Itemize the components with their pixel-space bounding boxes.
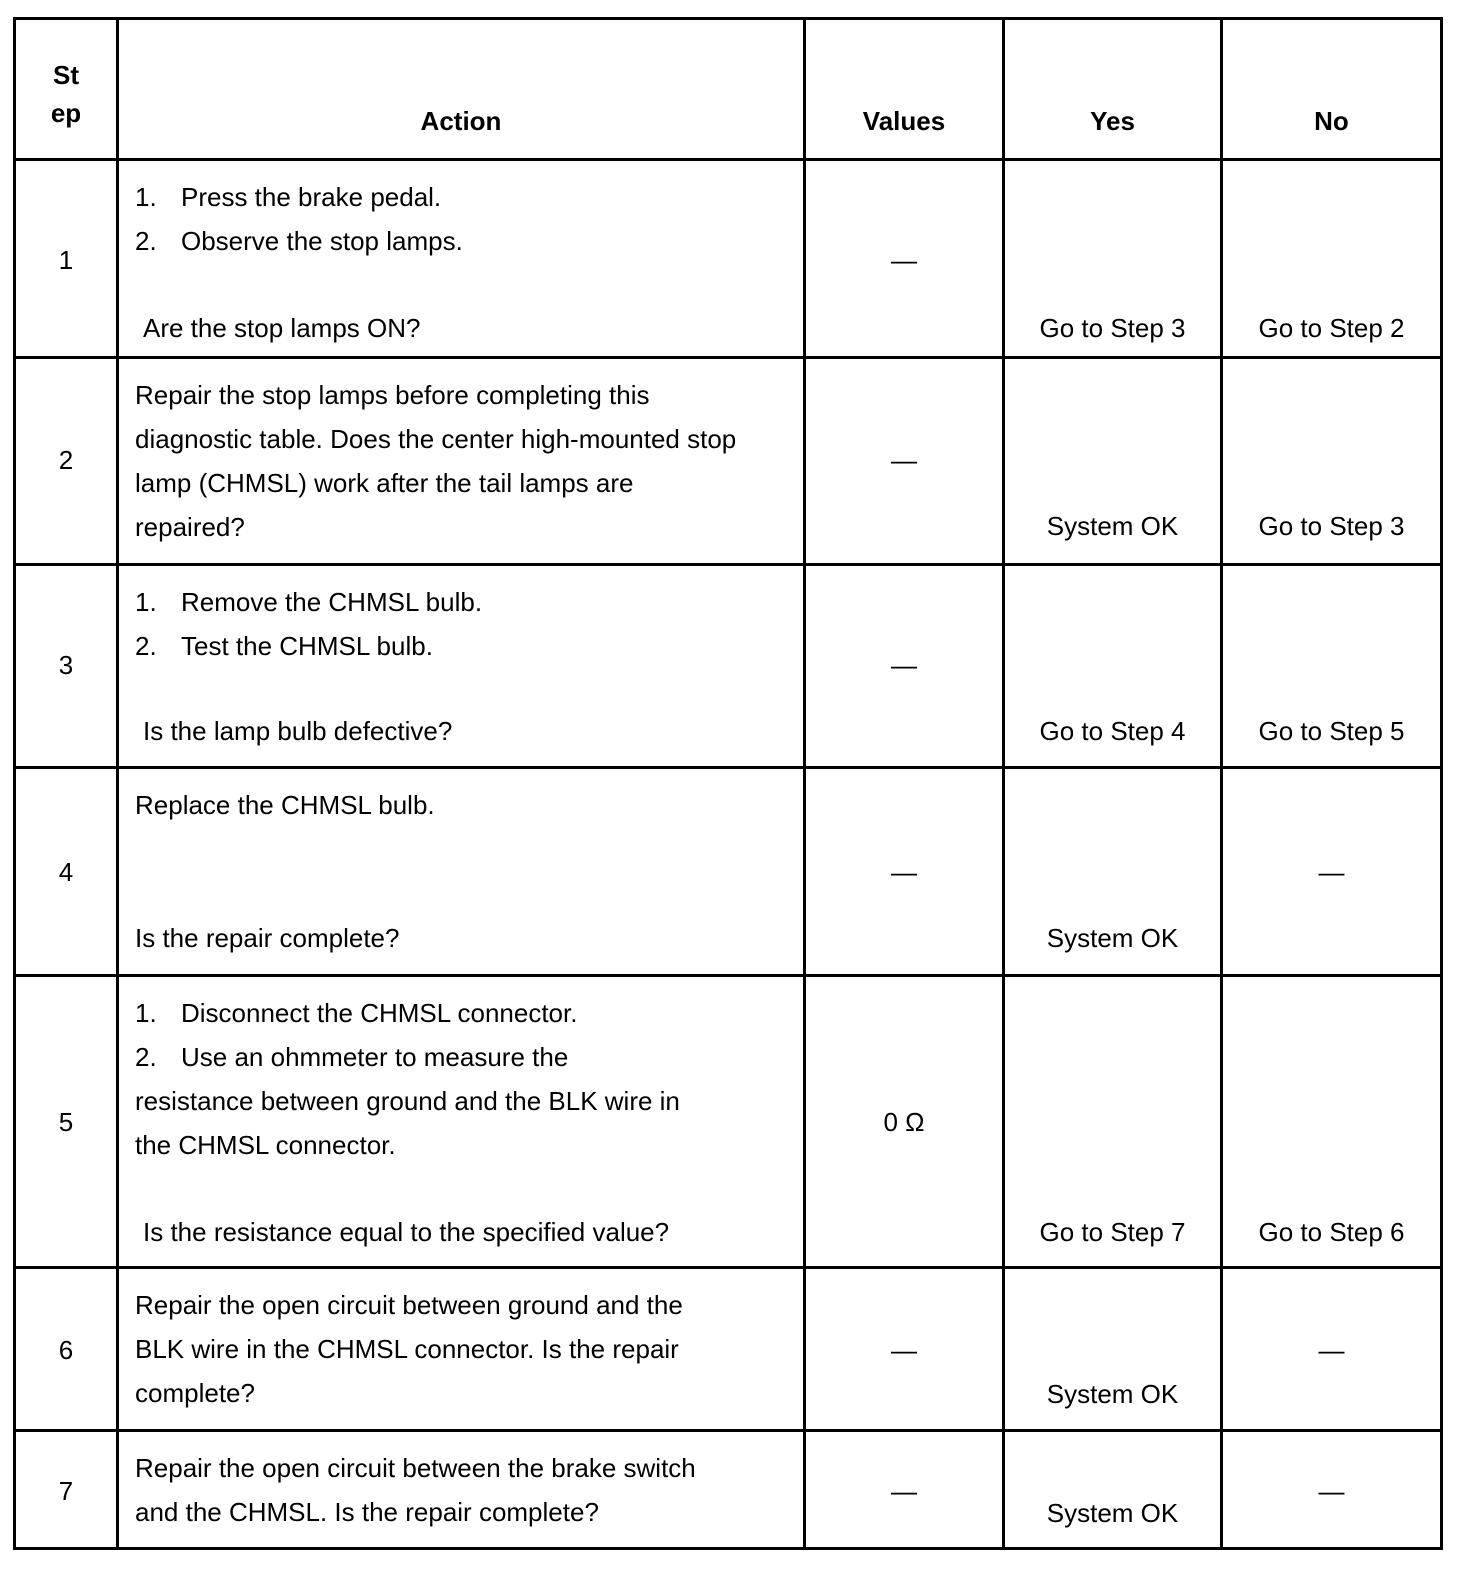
values-cell: — <box>805 160 1004 358</box>
list-item: 2. Use an ohmmeter to measure the <box>135 1042 569 1072</box>
step-cell: 7 <box>15 1431 118 1549</box>
no-cell: Go to Step 3 <box>1222 358 1442 565</box>
step-cell: 2 <box>15 358 118 565</box>
list-item: 2. Observe the stop lamps. <box>135 226 463 256</box>
yes-cell: Go to Step 3 <box>1004 160 1222 358</box>
no-cell: Go to Step 5 <box>1222 565 1442 768</box>
list-item: 1. Press the brake pedal. <box>135 182 442 212</box>
list-item: 2. Test the CHMSL bulb. <box>135 631 433 661</box>
header-values: Values <box>805 19 1004 160</box>
table-row <box>15 1431 1442 1549</box>
step-cell: 4 <box>15 768 118 976</box>
yes-cell: System OK <box>1004 1268 1222 1431</box>
values-cell: — <box>805 565 1004 768</box>
action-text: Repair the open circuit between ground and the BLK wire in the CHMSL connector. Is the repair complete? <box>135 1290 683 1408</box>
values-cell: 0 Ω <box>805 976 1004 1268</box>
table-row <box>15 1268 1442 1431</box>
header-step: St ep <box>15 19 118 160</box>
values-cell: — <box>805 1268 1004 1431</box>
header-yes: Yes <box>1004 19 1222 160</box>
table-row <box>15 976 1442 1268</box>
action-text: Repair the stop lamps before completing this diagnostic table. Does the center high-mounted stop lamp (CHMSL) work after the tail lamps are repaired? <box>135 380 737 542</box>
continuation-text: resistance between ground and the BLK wire in the CHMSL connector. <box>135 1086 680 1160</box>
action-cell <box>118 160 805 358</box>
table-row <box>15 160 1442 358</box>
list-item: 1. Remove the CHMSL bulb. <box>135 587 483 617</box>
step-cell: 5 <box>15 976 118 1268</box>
yes-cell: System OK <box>1004 1431 1222 1549</box>
step-cell: 6 <box>15 1268 118 1431</box>
action-cell <box>118 1268 805 1431</box>
action-text: Replace the CHMSL bulb. <box>135 790 435 820</box>
values-cell: — <box>805 1431 1004 1549</box>
action-cell <box>118 1431 805 1549</box>
table-row <box>15 358 1442 565</box>
diagnostic-table <box>13 17 1443 1550</box>
question-text: Is the resistance equal to the specified value? <box>143 1217 670 1247</box>
question-text: Is the repair complete? <box>135 923 400 953</box>
action-cell <box>118 768 805 976</box>
no-cell: — <box>1222 768 1442 976</box>
yes-cell: System OK <box>1004 358 1222 565</box>
action-text: Repair the open circuit between the brake switch and the CHMSL. Is the repair complete? <box>135 1453 696 1527</box>
yes-cell: System OK <box>1004 768 1222 976</box>
values-cell: — <box>805 768 1004 976</box>
action-cell <box>118 976 805 1268</box>
action-cell <box>118 358 805 565</box>
question-text: Is the lamp bulb defective? <box>143 716 453 746</box>
no-cell: Go to Step 2 <box>1222 160 1442 358</box>
question-text: Are the stop lamps ON? <box>143 313 421 343</box>
step-cell: 1 <box>15 160 118 358</box>
step-cell: 3 <box>15 565 118 768</box>
header-no: No <box>1222 19 1442 160</box>
table-row <box>15 565 1442 768</box>
list-item: 1. Disconnect the CHMSL connector. <box>135 998 578 1028</box>
yes-cell: Go to Step 4 <box>1004 565 1222 768</box>
header-action: Action <box>118 19 805 160</box>
values-cell: — <box>805 358 1004 565</box>
no-cell: — <box>1222 1431 1442 1549</box>
no-cell: Go to Step 6 <box>1222 976 1442 1268</box>
yes-cell: Go to Step 7 <box>1004 976 1222 1268</box>
no-cell: — <box>1222 1268 1442 1431</box>
action-cell <box>118 565 805 768</box>
header-row <box>15 19 1442 160</box>
table-row <box>15 768 1442 976</box>
